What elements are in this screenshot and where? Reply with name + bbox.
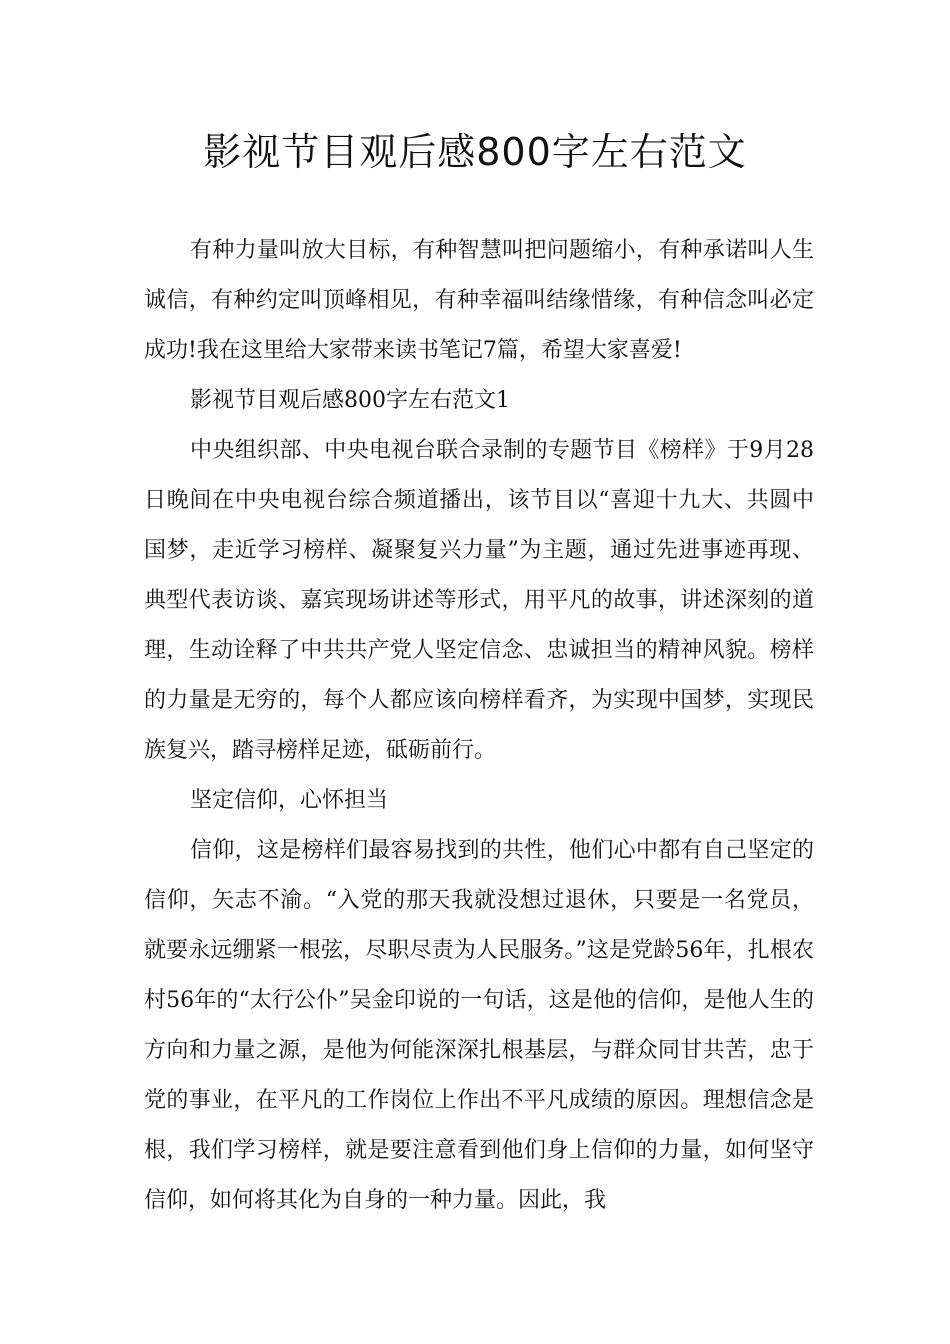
intro-paragraph: 有种力量叫放大目标，有种智慧叫把问题缩小，有种承诺叫人生诚信，有种约定叫顶峰相见，有种幸福叫结缘惜缘，有种信念叫必定成功!我在这里给大家带来读书笔记7篇，希望大家喜爱! <box>144 238 814 363</box>
document-body <box>144 226 814 1226</box>
body-paragraph: 信仰，这是榜样们最容易找到的共性，他们心中都有自己坚定的信仰，矢志不渝。“入党的那天我就没想过退休，只要是一名党员，就要永远绷紧一根弦，尽职尽责为人民服务。”这是党龄56年，扎根农村56年的“太行公仆”吴金印说的一句话，这是他的信仰，是他人生的方向和力量之源，是他为何能深深扎根基层，与群众同甘共苦，忠于党的事业，在平凡的工作岗位上作出不平凡成绩的原因。理想信念是根，我们学习榜样，就是要注意看到他们身上信仰的力量，如何坚守信仰，如何将其化为自身的一种力量。因此，我 <box>144 838 814 1213</box>
section-heading-1: 影视节目观后感800字左右范文1 <box>190 388 510 413</box>
body-paragraph: 中央组织部、中央电视台联合录制的专题节目《榜样》于9月28日晚间在中央电视台综合频道播出，该节目以“喜迎十九大、共圆中国梦，走近学习榜样、凝聚复兴力量”为主题，通过先进事迹再现、典型代表访谈、嘉宾现场讲述等形式，用平凡的故事，讲述深刻的道理，生动诠释了中共共产党人坚定信念、忠诚担当的精神风貌。榜样的力量是无穷的，每个人都应该向榜样看齐，为实现中国梦，实现民族复兴，踏寻榜样足迹，砥砺前行。 <box>144 438 814 763</box>
subheading-belief: 坚定信仰，心怀担当 <box>190 788 389 813</box>
document-title: 影视节目观后感800字左右范文 <box>203 130 747 174</box>
